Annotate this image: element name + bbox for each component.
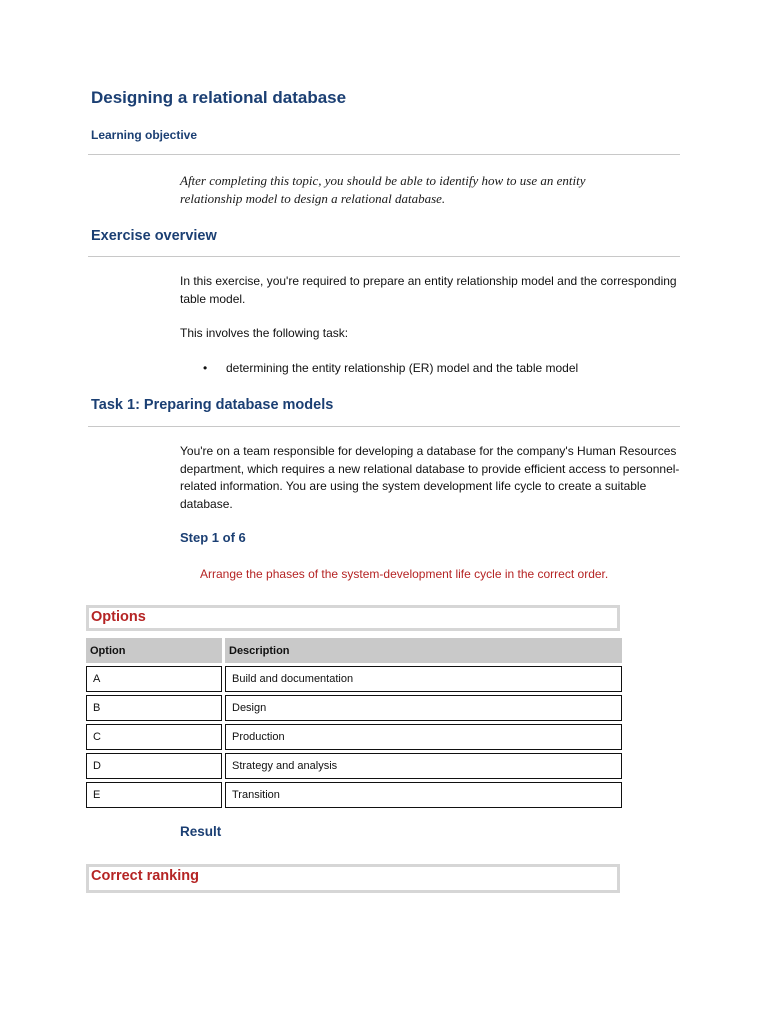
exercise-overview-heading: Exercise overview bbox=[91, 228, 217, 244]
description-cell: Production bbox=[225, 724, 622, 750]
correct-ranking-header bbox=[86, 864, 620, 893]
table-row bbox=[86, 695, 622, 721]
option-cell: A bbox=[86, 666, 222, 692]
table-row bbox=[86, 753, 622, 779]
description-cell: Design bbox=[225, 695, 622, 721]
exercise-overview-intro: This involves the following task: bbox=[180, 326, 349, 340]
option-cell: C bbox=[86, 724, 222, 750]
correct-ranking-title: Correct ranking bbox=[89, 867, 617, 890]
option-cell: E bbox=[86, 782, 222, 808]
column-header-description: Description bbox=[225, 638, 622, 663]
description-cell: Strategy and analysis bbox=[225, 753, 622, 779]
table-row bbox=[86, 724, 622, 750]
option-cell: B bbox=[86, 695, 222, 721]
table-header-row bbox=[86, 638, 622, 663]
divider bbox=[88, 256, 680, 257]
instruction-text: Arrange the phases of the system-development life cycle in the correct order. bbox=[200, 567, 609, 581]
exercise-overview-paragraph: In this exercise, you're required to prepare an entity relationship model and the corresponding table model. bbox=[180, 274, 677, 306]
options-title: Options bbox=[89, 608, 617, 628]
task-heading: Task 1: Preparing database models bbox=[91, 397, 334, 413]
options-table bbox=[86, 635, 622, 811]
divider bbox=[88, 154, 680, 155]
description-cell: Build and documentation bbox=[225, 666, 622, 692]
result-label: Result bbox=[180, 824, 222, 839]
list-item: determining the entity relationship (ER) model and the table model bbox=[226, 361, 579, 375]
task-paragraph: You're on a team responsible for developing a database for the company's Human Resources department, which requires a new relational database to provide efficient access to personnel-related information. You are using the system development life cycle to create a suitable database. bbox=[180, 444, 680, 511]
bullet-icon: • bbox=[203, 361, 208, 375]
step-label: Step 1 of 6 bbox=[180, 530, 246, 545]
learning-objective-heading: Learning objective bbox=[91, 128, 198, 142]
options-header bbox=[86, 605, 620, 631]
description-cell: Transition bbox=[225, 782, 622, 808]
column-header-option: Option bbox=[86, 638, 222, 663]
table-row bbox=[86, 666, 622, 692]
option-cell: D bbox=[86, 753, 222, 779]
table-row bbox=[86, 782, 622, 808]
page-title: Designing a relational database bbox=[91, 88, 347, 107]
learning-objective-text: After completing this topic, you should be able to identify how to use an entity relationship model to design a relational database. bbox=[180, 173, 586, 206]
divider bbox=[88, 426, 680, 427]
